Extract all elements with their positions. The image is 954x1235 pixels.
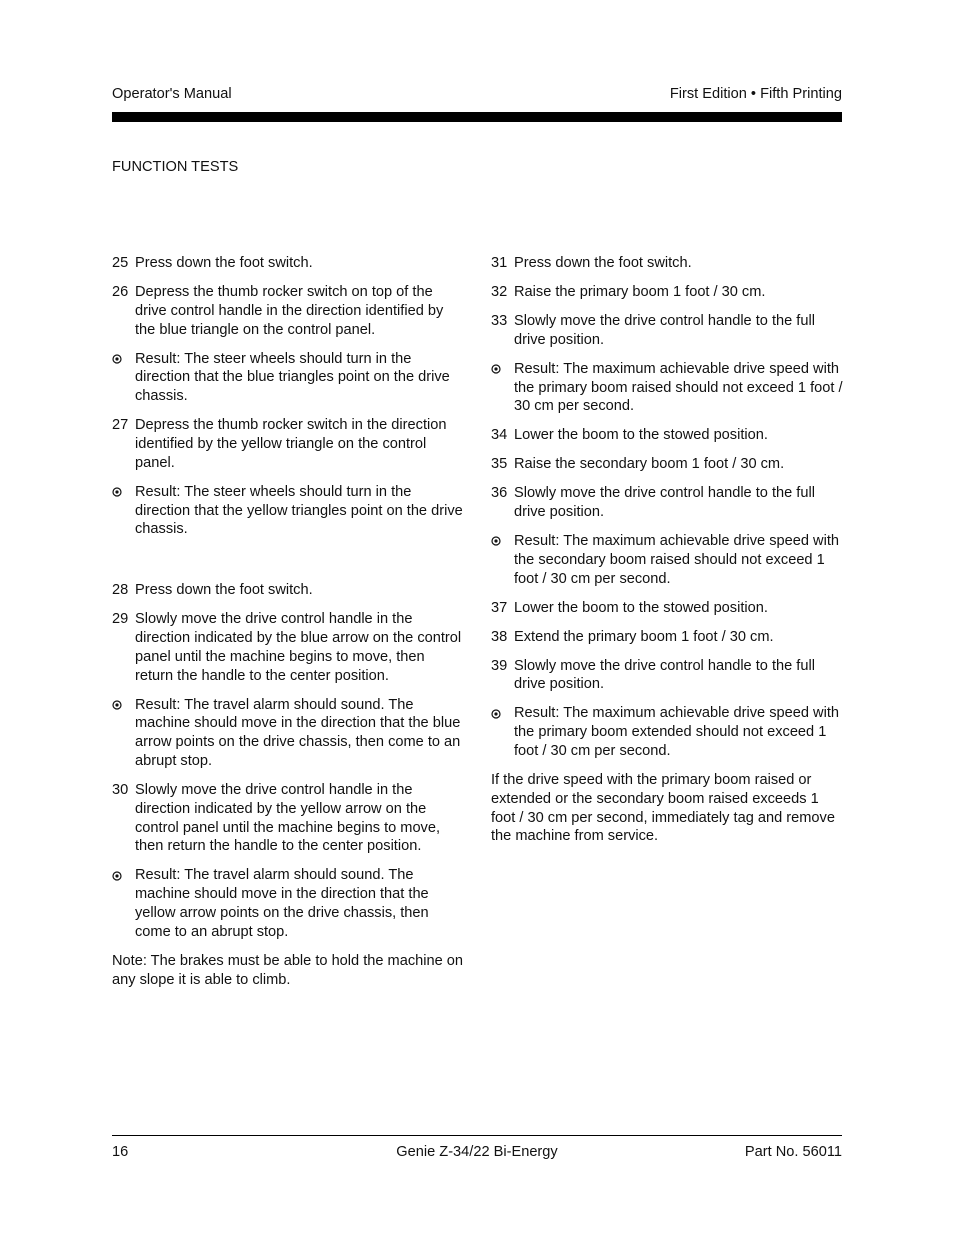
step-number: 29 xyxy=(112,611,129,628)
result-text: Result: The travel alarm should sound. The machine should move in the direction that the blue arrow points on the drive chassis, then come to an abrupt stop. xyxy=(135,696,461,770)
step-number: 26 xyxy=(112,283,129,300)
result-target-icon xyxy=(491,704,514,723)
result-item xyxy=(112,866,464,941)
step-text: Slowly move the drive control handle to the full drive position. xyxy=(514,485,815,521)
result-target-icon xyxy=(491,360,514,379)
brake-note: Note: The brakes must be able to hold the machine on any slope it is able to climb. xyxy=(112,952,464,988)
step-number: 35 xyxy=(491,456,508,473)
result-text: Result: The travel alarm should sound. The machine should move in the direction that the yellow arrow points on the drive chassis, then come to an abrupt stop. xyxy=(135,867,429,940)
step-number: 30 xyxy=(112,782,129,799)
step-item xyxy=(491,455,843,474)
step-text: Raise the primary boom 1 foot / 30 cm. xyxy=(514,283,766,300)
result-target-icon xyxy=(112,866,135,885)
closing-paragraph: If the drive speed with the primary boom raised or extended or the secondary boom raised exceeds 1 foot / 30 cm per second, immediately tag and remove the machine from service. xyxy=(491,771,835,845)
step-item xyxy=(112,283,464,339)
step-number: 38 xyxy=(491,628,508,645)
result-item xyxy=(112,696,464,771)
step-item xyxy=(112,610,464,685)
step-item xyxy=(491,283,843,302)
step-text: Slowly move the drive control handle in the direction indicated by the blue arrow on the control panel until the machine begins to move, then return the handle to the center position. xyxy=(135,611,462,684)
step-text: Press down the foot switch. xyxy=(135,255,313,271)
step-number: 27 xyxy=(112,417,129,434)
footer-model-text: Genie Z-34/22 Bi-Energy xyxy=(396,1144,558,1160)
result-text: Result: The steer wheels should turn in the direction that the yellow triangles point on the drive chassis. xyxy=(135,483,463,538)
step-item xyxy=(491,484,843,522)
result-text: Result: The maximum achievable drive speed with the primary boom extended should not exceed 1 foot / 30 cm per second. xyxy=(514,705,839,759)
left-block-steer xyxy=(112,254,464,539)
step-text: Slowly move the drive control handle in the direction indicated by the yellow arrow on the control panel until the machine begins to move, then return the handle to the center position. xyxy=(135,782,441,855)
step-number: 31 xyxy=(491,255,508,271)
step-number: 32 xyxy=(491,283,508,300)
result-text: Result: The steer wheels should turn in the direction that the blue triangles point on the drive chassis. xyxy=(135,350,450,405)
step-text: Extend the primary boom 1 foot / 30 cm. xyxy=(514,628,774,645)
result-item xyxy=(112,350,464,406)
left-block-drive xyxy=(112,581,464,941)
result-target-icon xyxy=(112,350,135,369)
step-item xyxy=(491,426,843,445)
step-text: Raise the secondary boom 1 foot / 30 cm. xyxy=(514,456,785,473)
right-column xyxy=(491,254,843,856)
header-manual-title: Operator's Manual xyxy=(112,86,232,102)
step-text: Slowly move the drive control handle to the full drive position. xyxy=(514,312,815,348)
step-text: Press down the foot switch. xyxy=(135,582,313,599)
step-number: 28 xyxy=(112,582,129,599)
result-item xyxy=(491,360,843,416)
result-item xyxy=(491,704,843,760)
page-number: 16 xyxy=(112,1144,129,1160)
step-item xyxy=(112,254,464,273)
step-text: Slowly move the drive control handle to the full drive position. xyxy=(514,657,815,693)
step-item xyxy=(112,781,464,856)
step-number: 39 xyxy=(491,657,508,674)
step-text: Press down the foot switch. xyxy=(514,255,692,271)
step-item xyxy=(112,416,464,472)
step-text: Lower the boom to the stowed position. xyxy=(514,599,768,616)
result-item xyxy=(491,532,843,588)
result-target-icon xyxy=(491,532,514,551)
step-number: 36 xyxy=(491,485,508,502)
step-text: Lower the boom to the stowed position. xyxy=(514,427,768,444)
block-spacer xyxy=(112,549,464,581)
step-item xyxy=(491,254,843,273)
footer-rule xyxy=(112,1135,842,1136)
left-column xyxy=(112,254,464,999)
step-number: 33 xyxy=(491,312,508,329)
section-title: FUNCTION TESTS xyxy=(112,159,239,175)
header-rule xyxy=(112,112,842,122)
step-text: Depress the thumb rocker switch on top of the drive control handle in the direction identified by the blue triangle on the control panel. xyxy=(135,283,444,338)
result-text: Result: The maximum achievable drive speed with the secondary boom raised should not exceed 1 foot / 30 cm per second. xyxy=(514,533,839,587)
step-item xyxy=(491,599,843,618)
step-number: 37 xyxy=(491,599,508,616)
step-number: 25 xyxy=(112,255,129,271)
step-item xyxy=(491,628,843,647)
step-item xyxy=(112,581,464,600)
result-target-icon xyxy=(112,483,135,502)
result-text: Result: The maximum achievable drive speed with the primary boom raised should not exceed 1 foot / 30 cm per second. xyxy=(514,360,843,415)
footer-part-number: Part No. 56011 xyxy=(744,1144,842,1160)
step-item xyxy=(491,657,843,695)
result-item xyxy=(112,483,464,539)
step-text: Depress the thumb rocker switch in the direction identified by the yellow triangle on the control panel. xyxy=(135,417,447,471)
result-target-icon xyxy=(112,696,135,715)
step-number: 34 xyxy=(491,427,508,444)
header-edition: First Edition • Fifth Printing xyxy=(669,86,842,102)
step-item xyxy=(491,312,843,350)
right-block-boom-tests xyxy=(491,254,843,761)
